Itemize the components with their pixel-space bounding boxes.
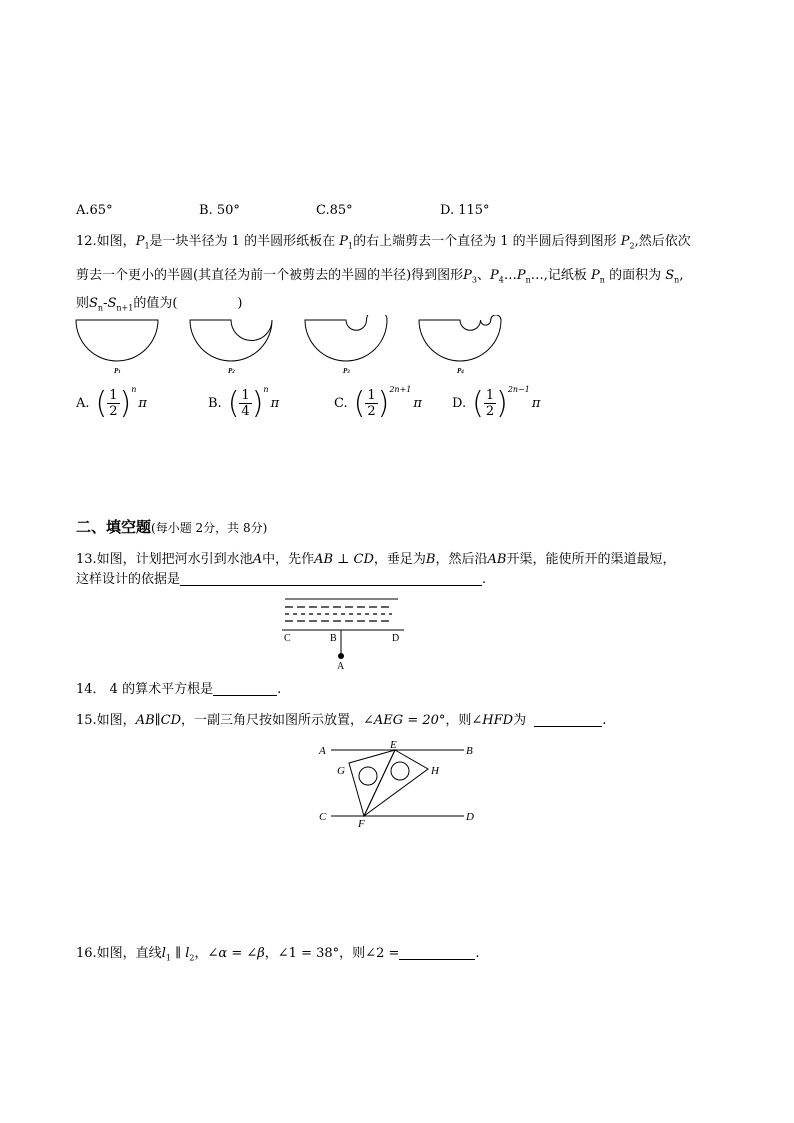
q12-line1: 12.如图，$P_1$是一块半径为 1 的半圆形纸板在 $P_1$的右上端剪去一个直径为 1 的半圆后得到图形 $P_2$,然后依次: [76, 234, 691, 251]
q13-label-b: B: [330, 633, 337, 644]
q16: 16.如图，直线$l_1$ ∥ $l_2$，∠α = ∠β，∠1 = 38°，则∠2 = .: [76, 946, 480, 963]
q13-label-a: A: [337, 661, 345, 670]
q15-label-a: A: [319, 745, 326, 757]
q12-line3: 则$S_n-S_{n+1}$的值为( ): [76, 296, 243, 313]
q13-answer-blank[interactable]: [180, 571, 482, 586]
q11-option-a: A.65°: [76, 203, 113, 218]
section-heading: 二、填空题(每小题 2分，共 8分): [76, 518, 268, 536]
q14: 14． 4 的算术平方根是 .: [76, 682, 282, 697]
figure-p4: [419, 315, 501, 361]
q12-line2: 剪去一个更小的半圆(其直径为前一个被剪去的半圆的半径)得到图形$P_3$、$P_4\dots P_n\dots$,记纸板 $P_n$ 的面积为 $S_n$,: [76, 268, 684, 285]
q15-label-b: B: [466, 745, 473, 757]
q13-line1: 13.如图，计划把河水引到水池A中，先作AB ⊥ CD，垂足为B，然后沿AB开渠，能使所开的渠道最短，: [76, 552, 676, 567]
q15: 15.如图，AB∥CD，一副三角尺按如图所示放置，∠AEG = 20°，则∠HFD为 .: [76, 713, 607, 728]
q11-option-b: B. 50°: [199, 203, 240, 218]
q11-option-c: C.85°: [316, 203, 353, 218]
q12-option-a: A. ( $\frac{1}{2}$ ) n π: [76, 385, 147, 421]
q15-triangle-figure: [314, 738, 484, 830]
figure-p3-label: P3: [343, 367, 350, 375]
q15-answer-blank[interactable]: [534, 712, 602, 727]
q15-label-c: C: [319, 811, 327, 823]
q15-label-f: F: [358, 818, 365, 830]
q15-label-h: H: [431, 765, 439, 777]
q11-option-d: D. 115°: [440, 203, 490, 218]
q16-answer-blank[interactable]: [399, 945, 475, 960]
q14-answer-blank[interactable]: [213, 681, 277, 696]
figure-p1: [76, 320, 158, 361]
q13-river-figure: [280, 595, 405, 670]
q13-label-d: D: [392, 633, 400, 644]
figure-p1-label: P1: [114, 367, 121, 375]
q15-label-e: E: [390, 739, 397, 751]
q13-label-c: C: [284, 633, 291, 644]
q12-option-b: B. ( $\frac{1}{4}$ ) n π: [208, 385, 280, 421]
figure-p2: [190, 320, 272, 361]
q12-option-d: D. ( $\frac{1}{2}$ ) 2n−1 π: [452, 385, 541, 421]
q13-line2: 这样设计的依据是 .: [76, 572, 487, 587]
q12-option-c: C. ( $\frac{1}{2}$ ) 2n+1 π: [334, 385, 422, 421]
q12-semicircle-figures: [70, 315, 520, 377]
q15-label-g: G: [337, 765, 345, 777]
figure-p2-label: P2: [228, 367, 235, 375]
figure-p3: [305, 315, 387, 361]
q15-label-d: D: [466, 811, 474, 823]
figure-p4-label: P4: [457, 367, 464, 375]
